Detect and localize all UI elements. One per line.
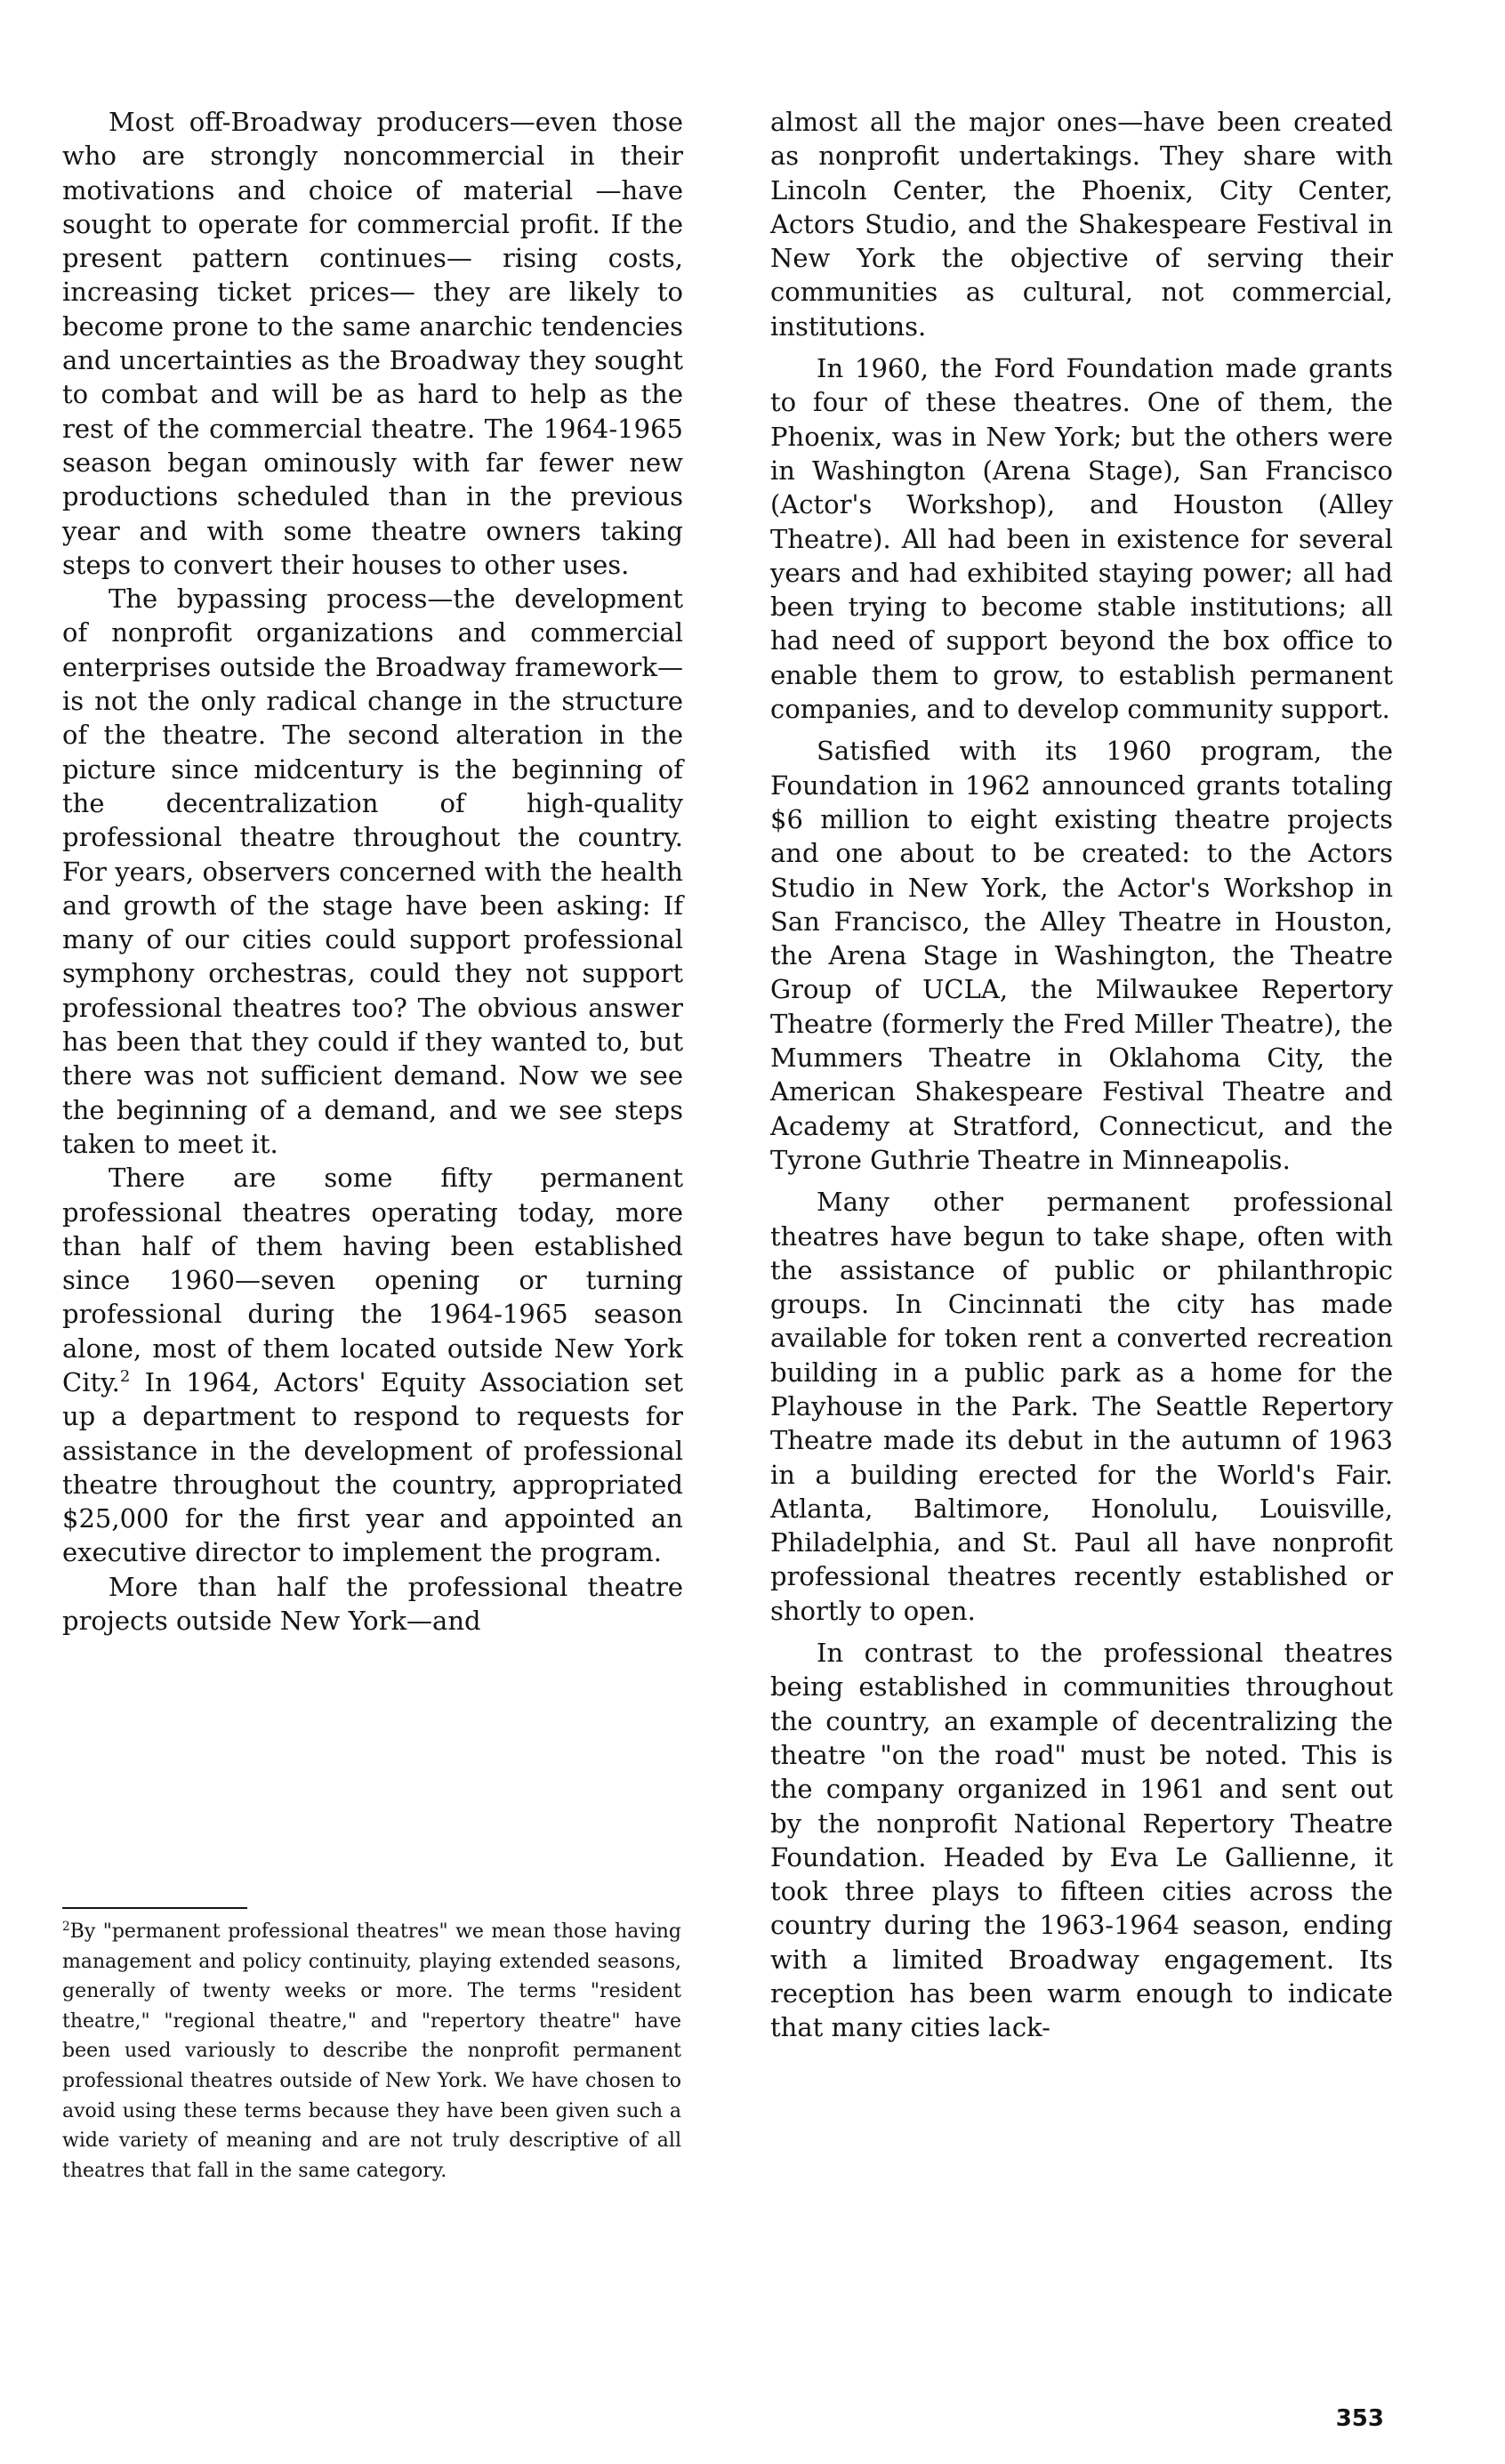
- paragraph: [62, 1161, 683, 1570]
- paragraph: Satisfied with its 1960 program, the Foundation in 1962 announced grants totaling $6 million to eight existing theatre projects and one about to be created: to the Actors Studio in New York, the Actor's Workshop in San Francisco, the Alley Theatre in Houston, the Arena Stage in Washington, the Theatre Group of UCLA, the Milwaukee Repertory Theatre (formerly the Fred Miller Theatre), the Mummers Theatre in Oklahoma City, the American Shakespeare Festival Theatre and Academy at Stratford, Connecticut, and the Tyrone Guthrie Theatre in Minneapolis.: [770, 736, 1393, 1175]
- paragraph-text: There are some fifty permanent professional theatres operating today, more than half of them having been established since 1960—seven opening or turning professional during the 1964-1965 season alone, most of them located outside New York City.: [62, 1163, 683, 1397]
- paragraph: In contrast to the professional theatres being established in communities throughout the country, an example of decentralizing the theatre "on the road" must be noted. This is the company organized in 1961 and sent out by the nonprofit National Repertory Theatre Foundation. Headed by Eva Le Gallienne, it took three plays to fifteen cities across the country during the 1963-1964 season, ending with a limited Broadway engagement. Its reception has been warm enough to indicate that many cities lack-: [770, 1638, 1393, 2043]
- paragraph: Most off-Broadway producers—even those who are strongly noncommercial in their motivations and choice of material —have sought to operate for commercial profit. If the present pattern continues— rising costs, increasing ticket prices— they are likely to become prone to the same anarchic tendencies and uncertainties as the Broadway they sought to combat and will be as hard to help as the rest of the commercial theatre. The 1964-1965 season began ominously with far fewer new productions scheduled than in the previous year and with some theatre owners taking steps to convert their houses to other uses.: [62, 107, 683, 580]
- paragraph: Many other permanent professional theatres have begun to take shape, often with the assistance of public or philanthropic groups. In Cincinnati the city has made available for token rent a converted recreation building in a public park as a home for the Playhouse in the Park. The Seattle Repertory Theatre made its debut in the autumn of 1963 in a building erected for the World's Fair. Atlanta, Baltimore, Honolulu, Louisville, Philadelphia, and St. Paul all have nonprofit professional theatres recently established or shortly to open.: [770, 1187, 1393, 1626]
- page-number: 353: [1335, 2405, 1384, 2432]
- footnote-reference: 2: [119, 1367, 131, 1387]
- paragraph: The bypassing process—the development of nonprofit organizations and commercial enterprises outside the Broadway framework—is not the only radical change in the structure of the theatre. The second alteration in the picture since midcentury is the beginning of the decentralization of high-quality professional theatre throughout the country. For years, observers concerned with the health and growth of the stage have been asking: If many of our cities could support professional symphony orchestras, could they not support professional theatres too? The obvious answer has been that they could if they wanted to, but there was not sufficient demand. Now we see the beginning of a demand, and we see steps taken to meet it.: [62, 584, 683, 1159]
- footnote: [62, 1917, 681, 2186]
- footnote-text: By "permanent professional theatres" we mean those having management and policy continuity, playing extended seasons, generally of twenty weeks or more. The terms "resident theatre," "regional theatre," and "repertory theatre" have been used variously to describe the nonprofit permanent professional theatres outside of New York. We have chosen to avoid using these terms because they have been given such a wide variety of meaning and are not truly descriptive of all theatres that fall in the same category.: [62, 1920, 681, 2182]
- footnote-divider: [62, 1907, 247, 1909]
- right-column: [770, 105, 1393, 2045]
- paragraph-text: In 1964, Actors' Equity Association set up a department to respond to requests for assistance in the development of professional theatre throughout the country, appropriated $25,000 for the first year and appointed an executive director to implement the program.: [62, 1366, 683, 1568]
- left-column: [62, 105, 683, 1638]
- paragraph: In 1960, the Ford Foundation made grants to four of these theatres. One of them, the Phoenix, was in New York; but the others were in Washington (Arena Stage), San Francisco (Actor's Workshop), and Houston (Alley Theatre). All had been in existence for several years and had exhibited staying power; all had been trying to become stable institutions; all had need of support beyond the box office to enable them to grow, to establish permanent companies, and to develop community support.: [770, 353, 1393, 725]
- paragraph: More than half the professional theatre projects outside New York—and: [62, 1571, 683, 1637]
- paragraph: almost all the major ones—have been created as nonprofit undertakings. They share with Lincoln Center, the Phoenix, City Center, Actors Studio, and the Shakespeare Festival in New York the objective of serving their communities as cultural, not commercial, institutions.: [770, 107, 1393, 342]
- footnote-marker: 2: [62, 1919, 70, 1934]
